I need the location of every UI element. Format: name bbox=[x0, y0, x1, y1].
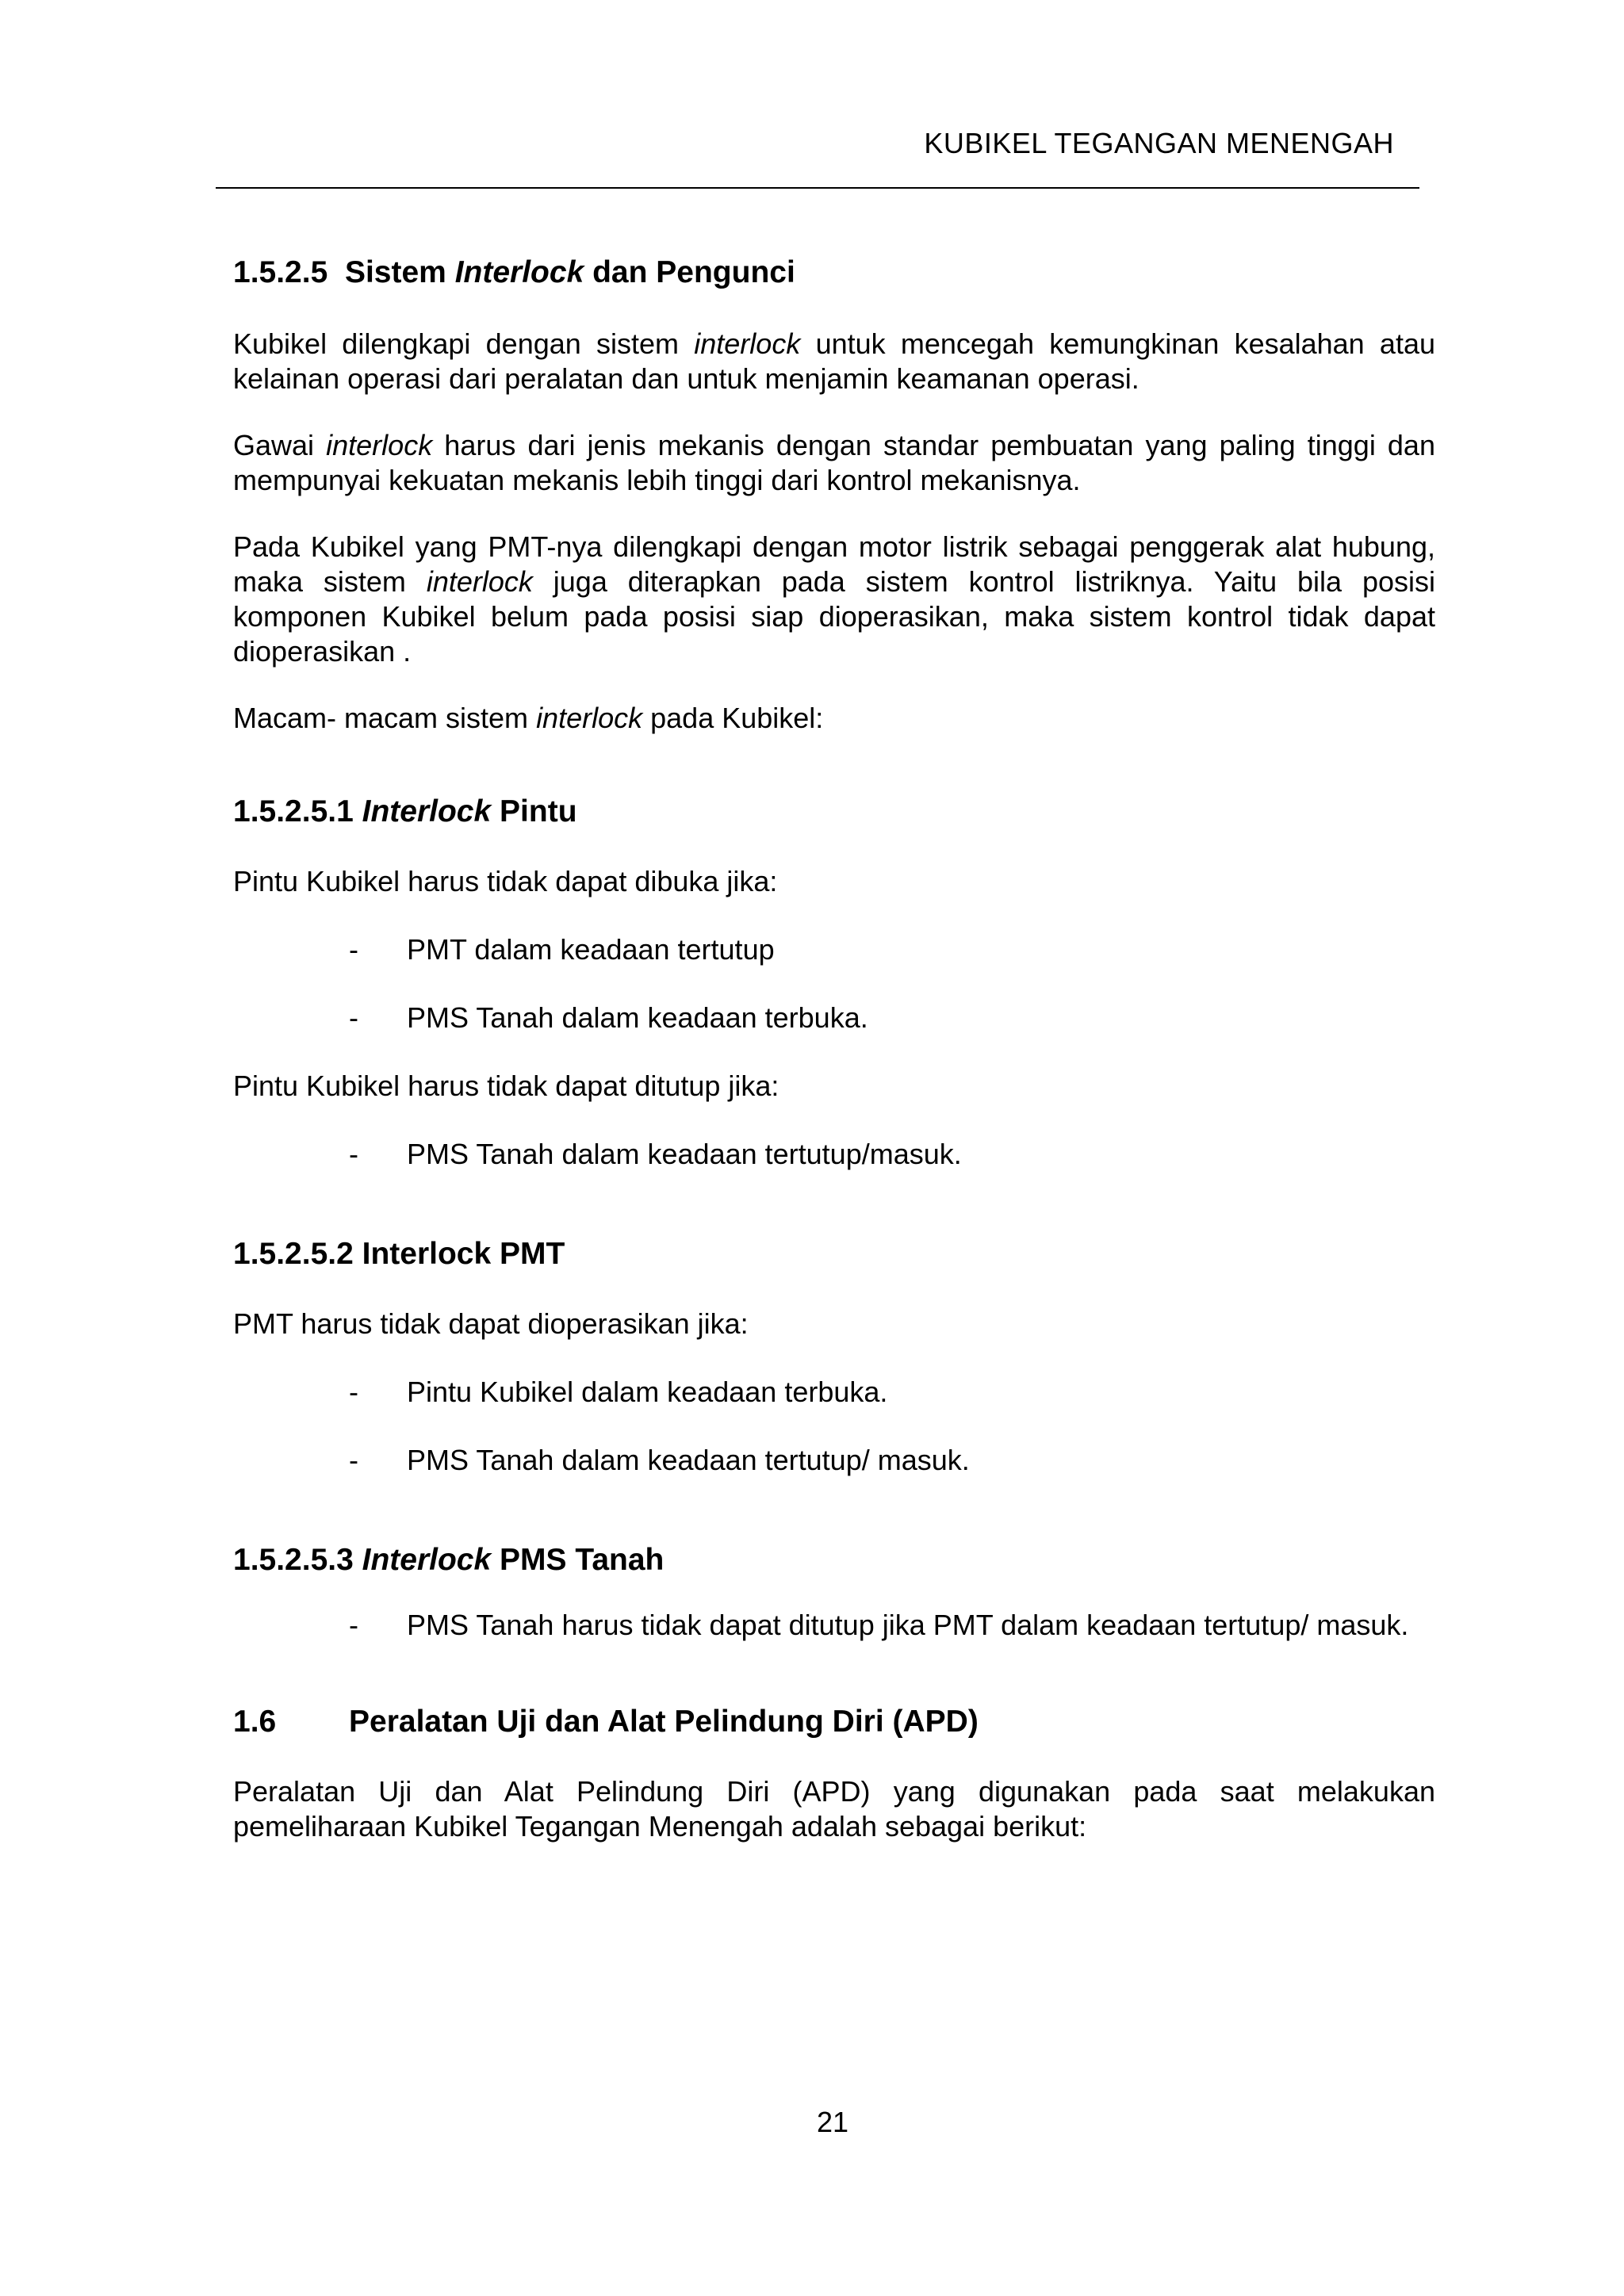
list-item bbox=[233, 1137, 1435, 1172]
text-run: Gawai bbox=[233, 429, 315, 461]
bullet-dash: - bbox=[349, 1001, 358, 1034]
list-item-text: PMS Tanah dalam keadaan tertutup/ masuk. bbox=[407, 1444, 970, 1476]
heading-text: Peralatan Uji dan Alat Pelindung Diri (APD) bbox=[349, 1705, 979, 1739]
section-heading-1-5-2-5-2: 1.5.2.5.2 Interlock PMT bbox=[233, 1237, 565, 1271]
text-run: untuk mencegah kemungkinan kesalahan atau kelainan operasi dari peralatan dan untuk menjamin keamanan operasi. bbox=[233, 327, 1435, 395]
heading-text: PMS Tanah bbox=[500, 1543, 665, 1577]
list-item bbox=[233, 1375, 1435, 1410]
italic-term: interlock bbox=[694, 327, 801, 360]
page-number: 21 bbox=[816, 2106, 849, 2138]
text-run: Kubikel dilengkapi dengan sistem bbox=[233, 327, 680, 360]
text-run: harus dari jenis mekanis dengan standar pembuatan yang paling tinggi dan mempunyai kekuatan mekanis lebih tinggi dari kontrol mekanisnya. bbox=[233, 429, 1435, 496]
bullet-dash: - bbox=[349, 1444, 358, 1476]
bullet-dash: - bbox=[349, 933, 358, 966]
section-number: 1.5.2.5.1 bbox=[233, 794, 354, 828]
heading-italic-term: Interlock bbox=[362, 794, 492, 828]
text-run: Macam- macam sistem bbox=[233, 702, 529, 734]
paragraph: Peralatan Uji dan Alat Pelindung Diri (APD) yang digunakan pada saat melakukan pemeliharaan Kubikel Tegangan Menengah adalah sebagai berikut: bbox=[233, 1775, 1435, 1843]
italic-term: interlock bbox=[536, 702, 643, 734]
section-heading-1-5-2-5-3 bbox=[233, 1541, 1435, 1579]
italic-term: interlock bbox=[326, 429, 433, 461]
section-number: 1.5.2.5 bbox=[233, 255, 328, 289]
paragraph bbox=[233, 428, 1435, 498]
text-run: juga diterapkan pada sistem kontrol listriknya. Yaitu bila posisi komponen Kubikel belum pada posisi siap dioperasikan, maka sistem kontrol tidak dapat dioperasikan . bbox=[233, 565, 1435, 668]
list-item bbox=[233, 1443, 1435, 1478]
heading-text: dan Pengunci bbox=[592, 255, 795, 289]
list-item-text: PMT dalam keadaan tertutup bbox=[407, 933, 775, 966]
paragraph: Pintu Kubikel harus tidak dapat dibuka jika: bbox=[233, 865, 778, 897]
italic-term: interlock bbox=[426, 565, 533, 598]
paragraph bbox=[233, 530, 1435, 669]
list-item-text: PMS Tanah harus tidak dapat ditutup jika PMT dalam keadaan tertutup/ masuk. bbox=[407, 1609, 1409, 1641]
section-heading-1-5-2-5 bbox=[233, 254, 1435, 292]
section-number: 1.6 bbox=[233, 1705, 277, 1739]
heading-italic-term: Interlock bbox=[454, 255, 584, 289]
header-rule bbox=[216, 187, 1419, 189]
heading-text: Sistem bbox=[344, 255, 446, 289]
section-heading-1-6 bbox=[233, 1703, 1435, 1741]
list-item bbox=[233, 1608, 1435, 1643]
heading-text: Pintu bbox=[500, 794, 577, 828]
page-content bbox=[233, 246, 1435, 1844]
section-number: 1.5.2.5.3 bbox=[233, 1543, 354, 1577]
paragraph bbox=[233, 327, 1435, 396]
list-item bbox=[233, 932, 1435, 967]
list-item bbox=[233, 1001, 1435, 1035]
text-run: Pada Kubikel yang PMT-nya dilengkapi dengan motor listrik sebagai penggerak alat hubung, maka sistem bbox=[233, 530, 1435, 598]
section-heading-1-5-2-5-1 bbox=[233, 793, 1435, 831]
list-item-text: Pintu Kubikel dalam keadaan terbuka. bbox=[407, 1376, 888, 1408]
heading-italic-term: Interlock bbox=[362, 1543, 492, 1577]
paragraph: Pintu Kubikel harus tidak dapat ditutup jika: bbox=[233, 1070, 779, 1102]
paragraph: PMT harus tidak dapat dioperasikan jika: bbox=[233, 1307, 749, 1340]
text-run: pada Kubikel: bbox=[650, 702, 824, 734]
paragraph bbox=[233, 701, 1435, 736]
bullet-dash: - bbox=[349, 1376, 358, 1408]
bullet-dash: - bbox=[349, 1138, 358, 1170]
list-item-text: PMS Tanah dalam keadaan tertutup/masuk. bbox=[407, 1138, 962, 1170]
bullet-dash: - bbox=[349, 1609, 358, 1641]
running-header: KUBIKEL TEGANGAN MENENGAH bbox=[924, 127, 1394, 159]
list-item-text: PMS Tanah dalam keadaan terbuka. bbox=[407, 1001, 868, 1034]
